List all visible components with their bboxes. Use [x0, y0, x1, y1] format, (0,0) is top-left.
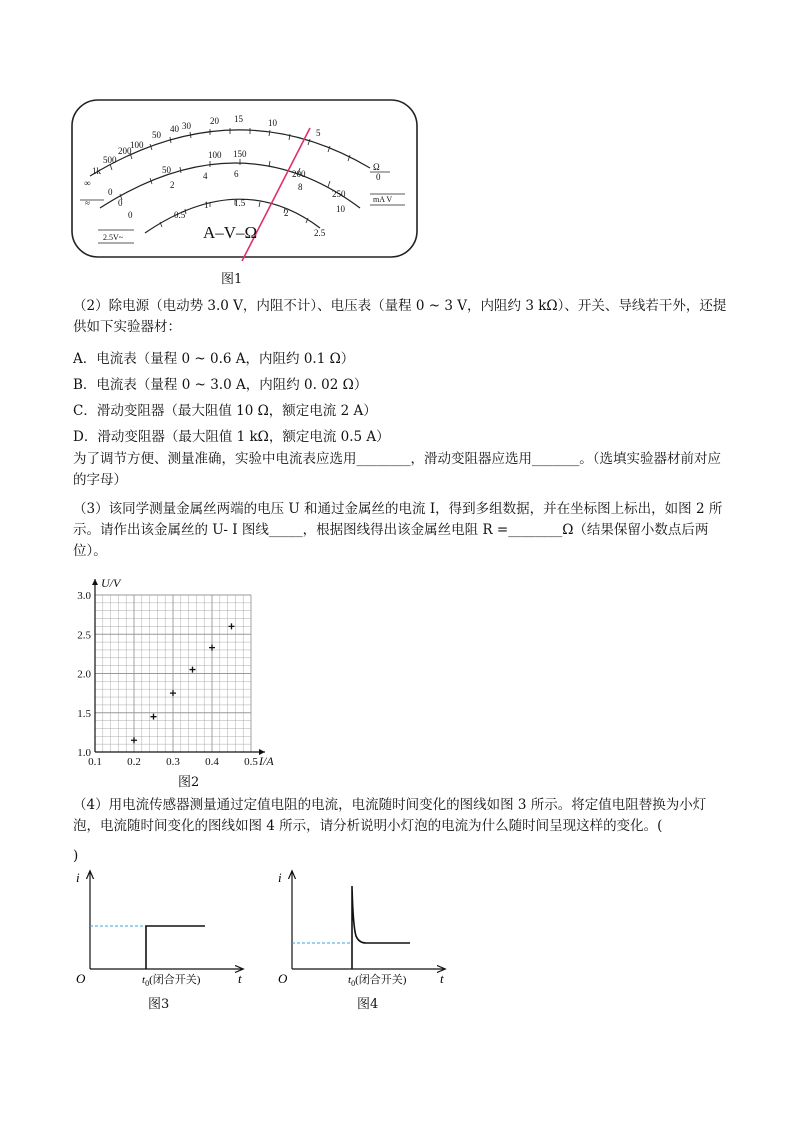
- dc-scale-top-label: 0: [108, 187, 113, 197]
- y-tick-label: 1.0: [77, 747, 91, 759]
- ohm-scale-label: 50: [152, 130, 161, 140]
- q2-option-a: A．电流表（量程 0 ~ 0.6 A，内阻约 0.1 Ω）: [73, 351, 355, 367]
- ac-scale-label: 2.5: [314, 228, 326, 238]
- fig4-current-graph: [262, 866, 462, 991]
- ac-scale-label: 1: [204, 200, 209, 210]
- data-point: [151, 714, 157, 720]
- ac-scale-label: 0.5: [174, 210, 186, 220]
- ohm-scale-label: 500: [103, 155, 117, 165]
- ohm-scale-label: 0: [376, 172, 381, 182]
- q2-intro: （2）除电源（电动势 3.0 V，内阻不计）、电压表（量程 0 ~ 3 V，内阻约 3 kΩ）、开关、导线若干外，还提供如下实验器材：: [73, 298, 727, 335]
- ohm-scale-label: 200: [118, 146, 132, 156]
- x-tick-label: 0.3: [166, 756, 180, 768]
- dc-unit: mA V: [373, 195, 393, 204]
- ohm-scale-label: 30: [182, 121, 191, 131]
- dc-scale-mid-label: 4: [203, 171, 208, 181]
- fig4-xlabel: t: [440, 971, 444, 986]
- q4-close: ): [73, 848, 79, 864]
- x-tick-label: 0.5: [244, 756, 258, 768]
- y-axis-label: U/V: [101, 576, 121, 590]
- data-point: [209, 645, 215, 651]
- q4-text: （4）用电流传感器测量通过定值电阻的电流，电流随时间变化的图线如图 3 所示。将定值电阻替换为小灯泡，电流随时间变化的图线如图 4 所示，请分析说明小灯泡的电流为什么随时间呈现这样的变化。(: [73, 797, 707, 834]
- fig4-caption: 图4: [357, 997, 379, 1012]
- q2-option-b: B．电流表（量程 0 ~ 3.0 A，内阻约 0. 02 Ω）: [73, 377, 368, 393]
- y-tick-label: 2.5: [77, 629, 91, 642]
- dc-scale-top-label: 100: [208, 150, 222, 160]
- dc-scale-top-label: 200: [292, 169, 306, 179]
- dc-scale-mid-label: 2: [170, 180, 175, 190]
- x-tick-label: 0.4: [205, 756, 219, 768]
- ac-scale-label: 1.5: [234, 198, 246, 208]
- ohm-scale-label: ∞: [84, 178, 91, 188]
- dc-scale-mid-label: 8: [298, 182, 303, 192]
- fig4-origin: O: [278, 971, 288, 986]
- q2-option-c: C．滑动变阻器（最大阻值 10 Ω，额定电流 2 A）: [73, 403, 377, 419]
- q2-question: 为了调节方便、测量准确，实验中电流表应选用________，滑动变阻器应选用_______。（选填实验器材前对应的字母）: [73, 451, 721, 488]
- fig3-current-graph: [62, 866, 262, 991]
- ac-unit: 2.5V~: [103, 233, 124, 242]
- ohm-scale-label: 1k: [92, 166, 101, 176]
- fig4-current-curve: [352, 886, 410, 969]
- fig3-t0-label: $t_0$(闭合开关): [142, 974, 201, 988]
- dc-symbol: ≈: [85, 198, 90, 208]
- ohm-scale-label: 5: [316, 128, 321, 138]
- fig2-caption: 图2: [178, 775, 200, 790]
- ac-scale-label: 0: [128, 210, 133, 220]
- x-axis-label: I/A: [259, 754, 274, 768]
- fig1-caption: 图1: [221, 272, 243, 287]
- y-tick-label: 1.5: [77, 707, 91, 720]
- data-point: [190, 667, 196, 673]
- ohm-scale-label: 15: [234, 114, 243, 124]
- ohm-scale-label: 10: [268, 118, 277, 128]
- dc-ticks: [120, 159, 330, 200]
- ohm-scale-label: 40: [170, 124, 179, 134]
- data-point: [170, 690, 176, 696]
- ohm-ticks: [110, 128, 350, 170]
- fig3-xlabel: t: [238, 971, 242, 986]
- multimeter-dial-figure: [70, 98, 422, 261]
- data-point: [229, 623, 235, 629]
- ohm-scale-label: 20: [210, 116, 219, 126]
- fig4-ylabel: i: [278, 870, 282, 885]
- dc-scale-top-label: 50: [162, 165, 171, 175]
- data-point: [131, 737, 137, 743]
- dc-scale-mid-label: 6: [234, 169, 239, 179]
- ohm-scale-label: 100: [130, 140, 144, 150]
- fig4-t0-label: $t_0$(闭合开关): [348, 974, 407, 988]
- fig3-current-curve: [146, 926, 205, 969]
- dc-scale-arc: [100, 163, 360, 208]
- ohm-unit: Ω: [373, 162, 380, 172]
- x-tick-label: 0.2: [127, 756, 141, 768]
- dc-scale-mid-label: 0: [118, 198, 123, 208]
- y-tick-label: 2.0: [77, 668, 91, 681]
- fig3-caption: 图3: [148, 997, 170, 1012]
- ohm-scale-arc: [90, 130, 370, 176]
- dc-scale-top-label: 150: [233, 149, 247, 159]
- x-tick-label: 0.1: [88, 756, 102, 768]
- dc-scale-mid-label: 10: [336, 204, 345, 214]
- q3-text: （3）该同学测量金属丝两端的电压 U 和通过金属丝的电流 I，得到多组数据，并在坐标图上标出，如图 2 所示。请作出该金属丝的 U- I 图线_____，根据图线得出该金属丝电阻 R =________Ω（结果保留小数点后两位）。: [73, 501, 723, 559]
- dial-center-label: A–V–Ω: [203, 223, 258, 242]
- fig3-ylabel: i: [76, 870, 80, 885]
- dc-scale-top-label: 250: [332, 189, 346, 199]
- ac-scale-label: 2: [284, 208, 289, 218]
- y-axis-arrow: [92, 579, 98, 585]
- q2-option-d: D．滑动变阻器（最大阻值 1 kΩ，额定电流 0.5 A）: [73, 429, 390, 445]
- y-tick-label: 3.0: [77, 590, 91, 602]
- fig3-origin: O: [76, 971, 86, 986]
- ui-scatter-chart: [62, 570, 302, 770]
